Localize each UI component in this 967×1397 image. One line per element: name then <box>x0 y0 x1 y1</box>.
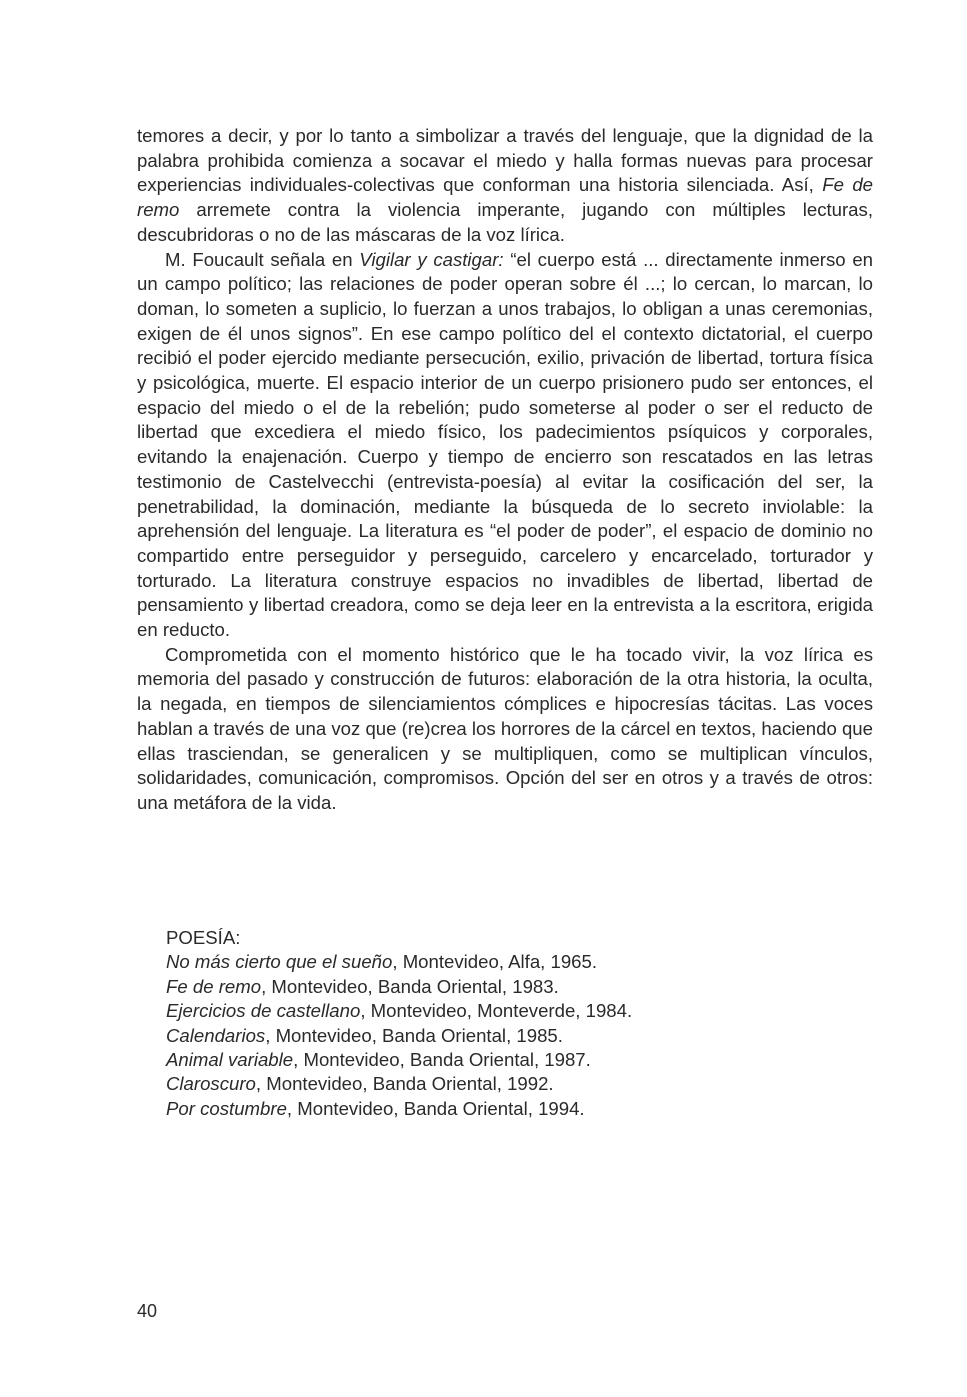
bibliography-item <box>166 999 786 1023</box>
publication-info: , Montevideo, Banda Oriental, 1994. <box>286 1097 585 1119</box>
bibliography-item <box>166 1024 786 1048</box>
bibliography <box>166 926 786 1121</box>
book-title: Fe de remo <box>166 975 262 997</box>
publication-info: , Montevideo, Alfa, 1965. <box>392 951 598 973</box>
paragraph <box>137 248 873 643</box>
book-title-italic: Vigilar y castigar: <box>359 248 504 270</box>
publication-info: , Montevideo, Banda Oriental, 1992. <box>255 1073 554 1095</box>
bibliography-list <box>166 950 786 1121</box>
paragraph-text: temores a decir, y por lo tanto a simbolizar a través del lenguaje, que la dignidad de la palabra prohibida comienza a socavar el miedo y halla formas nuevas para procesar experiencias individuales-colectivas que conforman una historia silenciada. Así, <box>137 125 873 196</box>
paragraph-text: Comprometida con el momento histórico que le ha tocado vivir, la voz lírica es memoria del pasado y construcción de futuros: elaboración de la otra historia, la oculta, la negada, en tiempos de silenciamientos cómplices e hipocresías tácitas. Las voces hablan a través de una voz que (re)crea los horrores de la cárcel en textos, haciendo que ellas trasciendan, se generalicen y se multipliquen, como se multiplican vínculos, solidaridades, comunicación, compromisos. Opción del ser en otros y a través de otros: una metáfora de la vida. <box>137 643 873 813</box>
book-title: Animal variable <box>166 1049 294 1071</box>
paragraph <box>137 643 873 816</box>
bibliography-item <box>166 1072 786 1096</box>
page-number: 40 <box>137 1301 158 1321</box>
book-title: No más cierto que el sueño <box>166 951 393 973</box>
bibliography-item <box>166 1048 786 1072</box>
publication-info: , Montevideo, Banda Oriental, 1985. <box>265 1024 563 1046</box>
publication-info: , Montevideo, Monteverde, 1984. <box>360 1000 633 1022</box>
publication-info: , Montevideo, Banda Oriental, 1983. <box>261 975 559 997</box>
body-text <box>137 124 873 816</box>
paragraph-text: arremete contra la violencia imperante, jugando con múltiples lecturas, descubridoras o no de las máscaras de la voz lírica. <box>137 199 873 245</box>
bibliography-item <box>166 950 786 974</box>
paragraph <box>137 124 873 248</box>
bibliography-heading: POESÍA: <box>166 927 241 948</box>
bibliography-item <box>166 1097 786 1121</box>
publication-info: , Montevideo, Banda Oriental, 1987. <box>293 1049 591 1071</box>
book-title: Claroscuro <box>166 1073 256 1095</box>
paragraph-text: M. Foucault señala en <box>165 248 360 270</box>
book-title: Por costumbre <box>166 1097 287 1119</box>
bibliography-item <box>166 975 786 999</box>
book-title: Ejercicios de castellano <box>166 1000 361 1022</box>
book-title: Calendarios <box>166 1024 266 1046</box>
paragraph-text: “el cuerpo está ... directamente inmerso en un campo político; las relaciones de poder operan sobre él ...; lo cercan, lo marcan, lo doman, lo someten a suplicio, lo fuerzan a unos trabajos, lo obligan a unas ceremonias, exigen de él unos signos”. En ese campo político del el contexto dictatorial, el cuerpo recibió el poder ejercido mediante persecución, exilio, privación de libertad, tortura física y psicológica, muerte. El espacio interior de un cuerpo prisionero pudo ser entonces, el espacio del miedo o el de la rebelión; pudo someterse al poder o ser el reducto de libertad que excediera el miedo físico, los padecimientos psíquicos y corporales, evitando la enajenación. Cuerpo y tiempo de encierro son rescatados en las letras testimonio de Castelvecchi (entrevista-poesía) al evitar la cosificación del ser, la penetrabilidad, la dominación, mediante la búsqueda de lo secreto inviolable: la aprehensión del lenguaje. La literatura es “el poder de poder”, el espacio de dominio no compartido entre perseguidor y perseguido, carcelero y encarcelado, torturador y torturado. La literatura construye espacios no invadibles de libertad, libertad de pensamiento y libertad creadora, como se deja leer en la entrevista a la escritora, erigida en reducto. <box>137 248 874 641</box>
book-title-italic: Fe de remo <box>137 174 874 221</box>
